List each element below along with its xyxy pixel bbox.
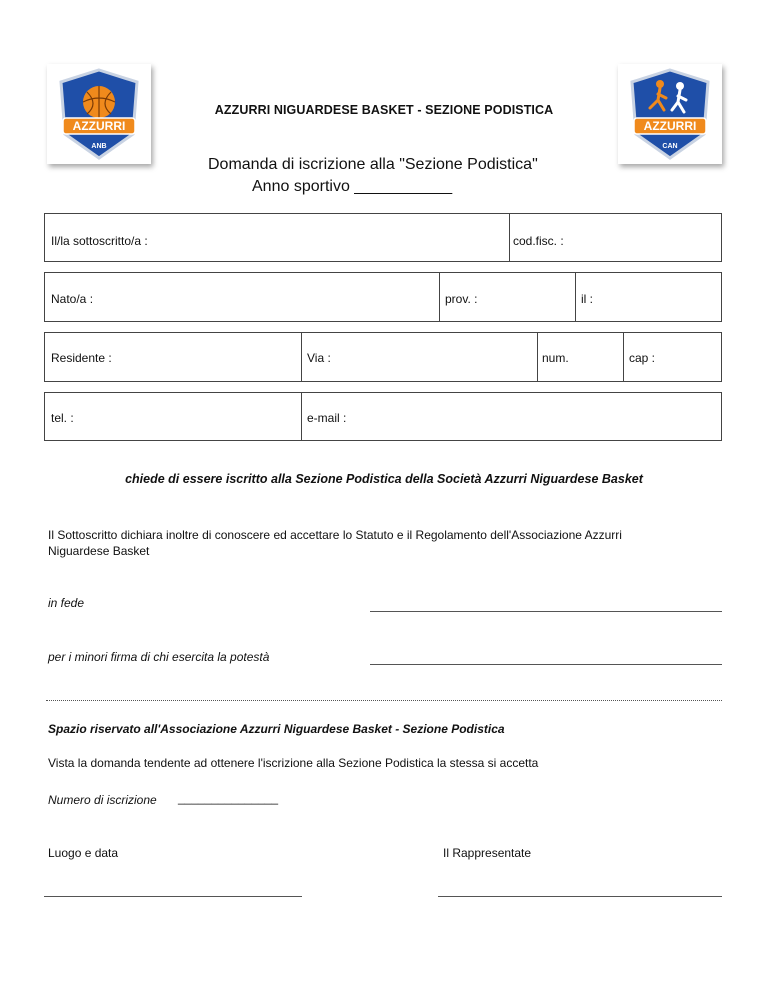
nato-label: Nato/a : [51, 292, 94, 306]
via-label: Via : [307, 351, 331, 365]
birth-row [44, 272, 722, 322]
residence-row [44, 332, 722, 382]
codfisc-label: cod.fisc. : [513, 234, 564, 248]
contact-row [44, 392, 722, 441]
left-logo-name: AZZURRI [72, 119, 126, 133]
left-logo-sub: ANB [91, 143, 107, 150]
cap-label: cap : [629, 351, 656, 365]
form-title: Domanda di iscrizione alla "Sezione Podistica" [208, 156, 538, 173]
sport-year: Anno sportivo ___________ [252, 178, 453, 195]
acceptance-text: Vista la domanda tendente ad ottenere l'iscrizione alla Sezione Podistica la stessa si accetta [48, 756, 539, 770]
luogo-data-label: Luogo e data [48, 846, 119, 860]
tel-label: tel. : [51, 411, 74, 425]
reserved-title: Spazio riservato all'Associazione Azzurri Niguardese Basket - Sezione Podistica [48, 722, 505, 736]
in-fede-label: in fede [48, 596, 85, 610]
prov-label: prov. : [445, 292, 478, 306]
sottoscritto-row [44, 213, 722, 262]
rappresentate-signature-line [438, 896, 722, 897]
in-fede-signature-line [370, 611, 722, 612]
minori-label: per i minori firma di chi esercita la potestà [48, 650, 270, 664]
section-separator [46, 700, 722, 701]
declaration-line-2: Niguardese Basket [48, 544, 150, 558]
organization-heading: AZZURRI NIGUARDESE BASKET - SEZIONE PODISTICA [214, 103, 554, 117]
email-label: e-mail : [307, 411, 347, 425]
sottoscritto-label: Il/la sottoscritto/a : [51, 234, 148, 248]
right-logo-sub: CAN [662, 143, 678, 150]
declaration-line-1: Il Sottoscritto dichiara inoltre di conoscere ed accettare lo Statuto e il Regolamento dell'Associazione Azzurri [48, 528, 622, 542]
minori-signature-line [370, 664, 722, 665]
luogo-data-line [44, 896, 302, 897]
numero-blank: _______________ [178, 791, 279, 805]
residente-label: Residente : [51, 351, 112, 365]
rappresentate-label: Il Rappresentate [443, 846, 532, 860]
num-label: num. [542, 351, 569, 365]
il-label: il : [581, 292, 593, 306]
numero-label: Numero di iscrizione [48, 793, 157, 807]
right-logo-name: AZZURRI [643, 119, 697, 133]
request-statement: chiede di essere iscritto alla Sezione Podistica della Società Azzurri Niguardese Basket [125, 472, 643, 486]
